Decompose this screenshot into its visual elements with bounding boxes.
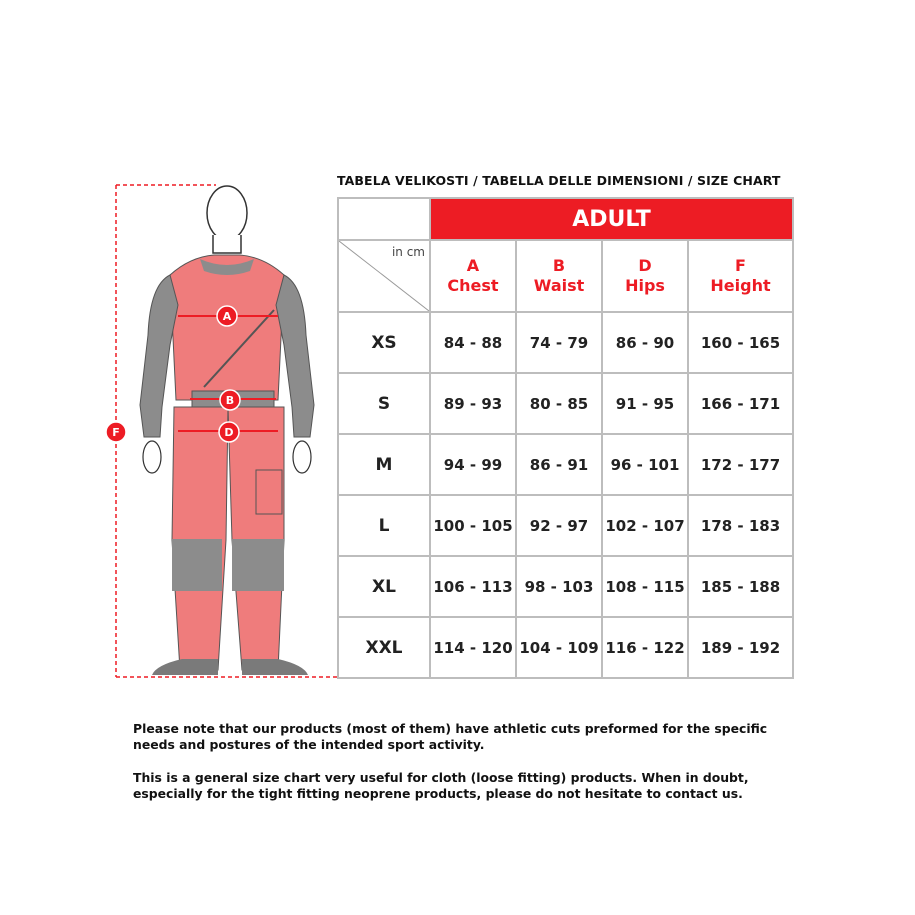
- column-header-height: F Height: [688, 240, 793, 312]
- height-value: 172 - 177: [688, 434, 793, 495]
- hips-value: 108 - 115: [602, 556, 688, 617]
- group-header-row: [338, 198, 793, 240]
- table-row: [338, 373, 793, 434]
- marker-f-icon: [106, 422, 126, 442]
- table-row: [338, 312, 793, 373]
- unit-label: in cm: [391, 245, 425, 259]
- chest-value: 100 - 105: [430, 495, 516, 556]
- size-label: M: [338, 434, 430, 495]
- column-header-row: [338, 240, 793, 312]
- height-value: 189 - 192: [688, 617, 793, 678]
- fit-note: Please note that our products (most of them) have athletic cuts preformed for the specific needs and postures of the intended sport activity.: [133, 721, 768, 752]
- size-label: S: [338, 373, 430, 434]
- hips-value: 86 - 90: [602, 312, 688, 373]
- svg-text:B: B: [225, 394, 235, 407]
- waist-value: 74 - 79: [516, 312, 602, 373]
- chest-value: 89 - 93: [430, 373, 516, 434]
- height-value: 178 - 183: [688, 495, 793, 556]
- wetsuit-illustration: [100, 175, 340, 685]
- marker-b-icon: [220, 390, 240, 410]
- chest-value: 114 - 120: [430, 617, 516, 678]
- blank-corner-cell: [338, 198, 430, 240]
- chest-value: 106 - 113: [430, 556, 516, 617]
- svg-text:A: A: [222, 310, 232, 323]
- marker-d-icon: [219, 422, 239, 442]
- unit-cell: [338, 240, 430, 312]
- waist-value: 92 - 97: [516, 495, 602, 556]
- waist-value: 80 - 85: [516, 373, 602, 434]
- adult-header: ADULT: [430, 198, 793, 240]
- table-row: [338, 556, 793, 617]
- hips-value: 102 - 107: [602, 495, 688, 556]
- svg-text:F: F: [112, 426, 120, 439]
- waist-value: 86 - 91: [516, 434, 602, 495]
- notes-section: [133, 721, 793, 819]
- hips-value: 96 - 101: [602, 434, 688, 495]
- height-value: 185 - 188: [688, 556, 793, 617]
- chest-value: 84 - 88: [430, 312, 516, 373]
- table-row: [338, 495, 793, 556]
- measurement-figure: [100, 175, 340, 685]
- table-row: [338, 617, 793, 678]
- column-header-chest: A Chest: [430, 240, 516, 312]
- column-header-hips: D Hips: [602, 240, 688, 312]
- contact-note: This is a general size chart very useful for cloth (loose fitting) products. When in doubt, especially for the tight fitting neoprene products, please do not hesitate to contact us.: [133, 770, 749, 801]
- size-label: L: [338, 495, 430, 556]
- marker-a-icon: [217, 306, 237, 326]
- waist-value: 104 - 109: [516, 617, 602, 678]
- size-chart-table: [337, 197, 794, 679]
- svg-text:D: D: [224, 426, 234, 439]
- hips-value: 116 - 122: [602, 617, 688, 678]
- table-row: [338, 434, 793, 495]
- chest-value: 94 - 99: [430, 434, 516, 495]
- size-label: XXL: [338, 617, 430, 678]
- height-value: 160 - 165: [688, 312, 793, 373]
- column-header-waist: B Waist: [516, 240, 602, 312]
- page-title: TABELA VELIKOSTI / TABELLA DELLE DIMENSIONI / SIZE CHART: [337, 173, 781, 188]
- size-label: XL: [338, 556, 430, 617]
- size-label: XS: [338, 312, 430, 373]
- height-value: 166 - 171: [688, 373, 793, 434]
- hips-value: 91 - 95: [602, 373, 688, 434]
- waist-value: 98 - 103: [516, 556, 602, 617]
